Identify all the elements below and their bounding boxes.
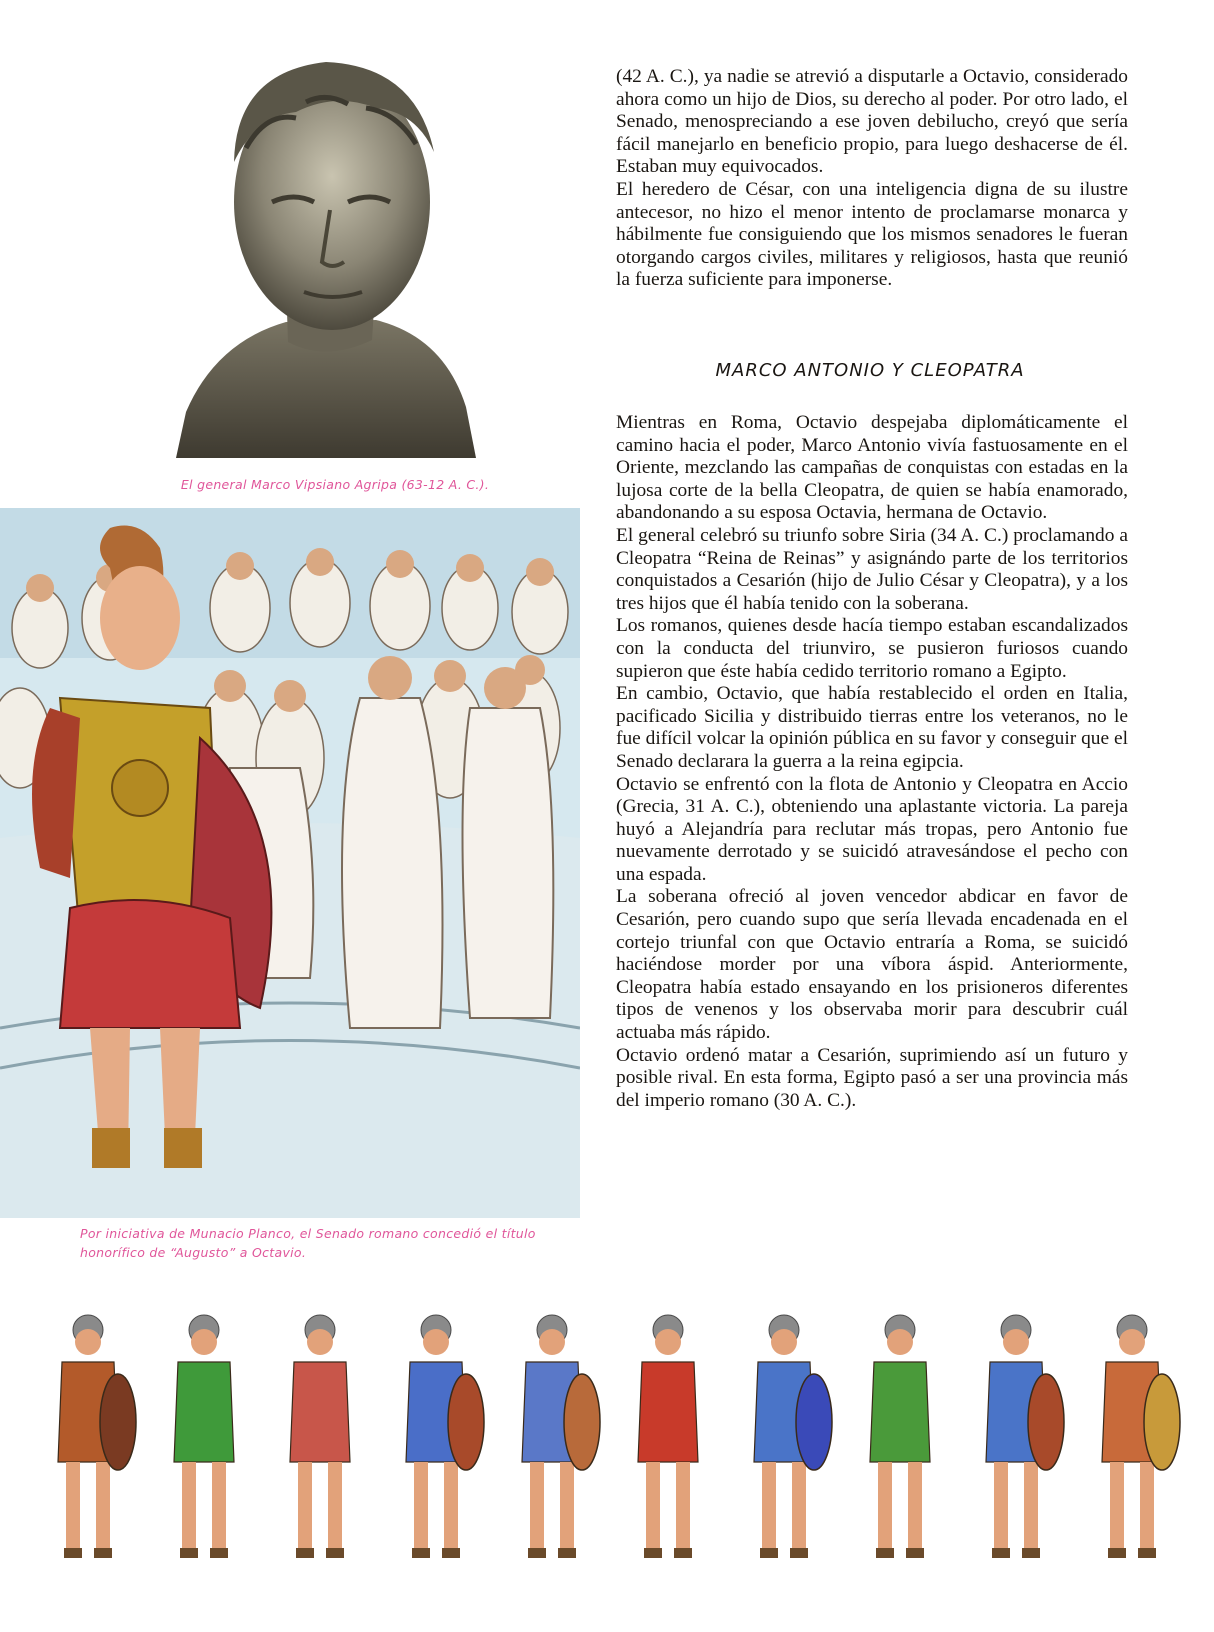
paragraph: Octavio se enfrentó con la flota de Antonio y Cleopatra en Accio (Grecia, 31 A. C.), obteniendo una aplastante victoria. La pareja huyó a Alejandría para reclutar más tropas, pero Antonio fue nuevamente derrotado y se suicidó atravesándose el pecho con una espada.	[616, 773, 1128, 885]
paragraph: En cambio, Octavio, que había restablecido el orden en Italia, pacificado Sicilia y distribuido tierras entre los veteranos, no le fue difícil volcar la opinión pública en su favor y conseguir que el Senado declarara la guerra a la reina egipcia.	[616, 683, 1128, 772]
paragraph: Mientras en Roma, Octavio despejaba diplomáticamente el camino hacia el poder, Marco Antonio vivía fastuosamente en el Oriente, mezclando las campañas de conquistas con estadas en la lujosa corte de la bella Cleopatra, de quien se había enamorado, abandonando a su esposa Octavia, hermana de Octavio.	[616, 412, 1128, 524]
soldier-figure	[406, 1315, 484, 1558]
paragraph: (42 A. C.), ya nadie se atrevió a disputarle a Octavio, considerado ahora como un hijo de Dios, su derecho al poder. Por otro lado, el Senado, menospreciando a ese joven debilucho, creyó que sería fácil manejarlo en beneficio propio, para luego deshacerse de él. Estaban muy equivocados.	[616, 66, 1128, 178]
paragraph: Octavio ordenó matar a Cesarión, suprimiendo así un futuro y posible rival. En esta forma, Egipto pasó a ser una provincia más del imperio romano (30 A. C.).	[616, 1044, 1128, 1111]
paragraph: El heredero de César, con una inteligencia digna de su ilustre antecesor, no hizo el menor intento de proclamarse monarca y hábilmente fue consiguiendo que los mismos senadores le fueran otorgando cargos civiles, militares y religiosos, hasta que reunió la fuerza suficiente para imponerse.	[616, 178, 1128, 291]
soldier-figure	[870, 1315, 930, 1558]
article-column-top	[616, 66, 1128, 292]
soldier-figure	[522, 1315, 600, 1558]
roman-soldiers-illustration	[30, 1312, 1190, 1612]
soldier-figure	[1102, 1315, 1180, 1558]
soldier-figure	[638, 1315, 698, 1558]
section-title: MARCO ANTONIO Y CLEOPATRA	[715, 360, 1025, 381]
agrippa-bust-image	[176, 52, 484, 458]
soldier-figure	[58, 1315, 136, 1558]
senate-caption: Por iniciativa de Munacio Planco, el Senado romano concedió el título honorífico de “Augusto” a Octavio.	[80, 1226, 536, 1260]
soldier-figure	[174, 1315, 234, 1558]
paragraph: Los romanos, quienes desde hacía tiempo estaban escandalizados con la conducta del triunviro, se pusieron furiosos cuando supieron que éste había cedido territorio romano a Egipto.	[616, 615, 1128, 682]
senate-illustration-image	[0, 508, 580, 1218]
paragraph: La soberana ofreció al joven vencedor abdicar en favor de Cesarión, pero cuando supo que sería llevada encadenada en el cortejo triunfal con que Octavio entraría a Roma, se suicidó haciéndose morder por una víbora áspid. Anteriormente, Cleopatra había estado ensayando en los prisioneros diferentes tipos de venenos y los observaba morir para descubrir cuál actuaba más rápido.	[616, 886, 1128, 1044]
paragraph: El general celebró su triunfo sobre Siria (34 A. C.) proclamando a Cleopatra “Reina de Reinas” y asignándo parte de los territorios conquistados a Cesarión (hijo de Julio César y Cleopatra), y a los tres hijos que él había tenido con la soberana.	[616, 524, 1128, 614]
agrippa-caption: El general Marco Vipsiano Agripa (63-12 A. C.).	[180, 477, 490, 492]
article-column-bottom	[616, 412, 1128, 1112]
soldier-figure	[290, 1315, 350, 1558]
soldier-figure	[986, 1315, 1064, 1558]
soldier-figure	[754, 1315, 832, 1558]
